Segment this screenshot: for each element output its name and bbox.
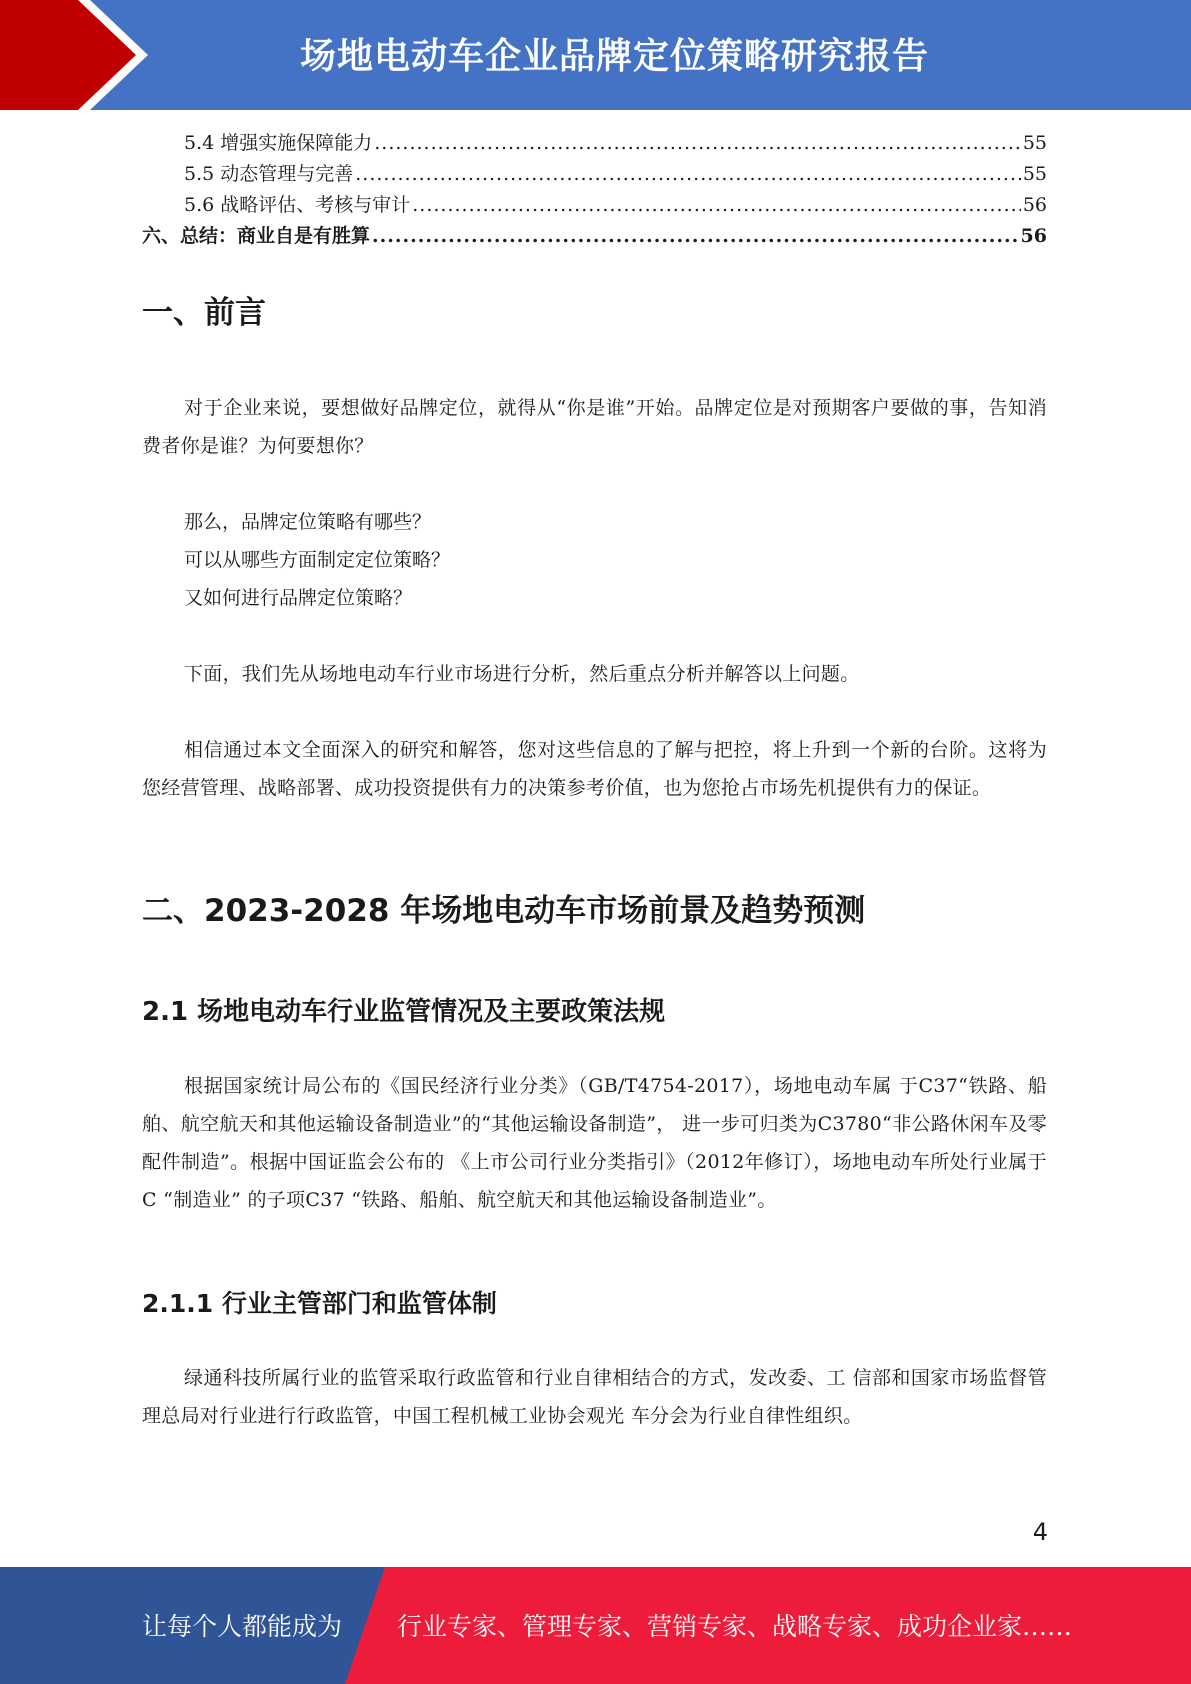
toc-entry-title: 5.4 增强实施保障能力 <box>184 132 373 154</box>
paragraph: 绿通科技所属行业的监管采取行政监管和行业自律相结合的方式，发改委、工 信部和国家市场监督管理总局对行业进行行政监管，中国工程机械工业协会观光 车分会为行业自律性组织。 <box>142 1367 1047 1427</box>
toc-leader-dots <box>374 128 1021 159</box>
toc-entry-title: 5.5 动态管理与完善 <box>184 163 354 185</box>
subsection-heading: 2.1 场地电动车行业监管情况及主要政策法规 <box>142 997 666 1027</box>
footer-slogan-left: 让每个人都能成为 <box>142 1612 343 1641</box>
table-of-contents <box>142 128 1047 252</box>
header-title: 场地电动车企业品牌定位策略研究报告 <box>300 36 930 77</box>
toc-leader-dots <box>355 159 1021 190</box>
toc-entry[interactable] <box>142 190 1047 221</box>
page-number: 4 <box>1032 1518 1048 1546</box>
toc-leader-dots <box>372 221 1019 252</box>
toc-entry-title: 5.6 战略评估、考核与审计 <box>184 194 411 216</box>
toc-leader-dots <box>412 190 1021 221</box>
subsubsection-heading-wrap <box>142 1289 1047 1319</box>
paragraph: 下面，我们先从场地电动车行业市场进行分析，然后重点分析并解答以上问题。 <box>184 663 860 685</box>
section-preface <box>142 295 1047 332</box>
section-market-outlook <box>142 893 1047 930</box>
toc-entry[interactable] <box>142 159 1047 190</box>
toc-entry[interactable] <box>142 221 1047 252</box>
paragraph: 根据国家统计局公布的《国民经济行业分类》（GB/T4754-2017），场地电动车属 于C37“铁路、船舶、航空航天和其他运输设备制造业”的“其他运输设备制造”， 进一步可归类为C3780“非公路休闲车及零配件制造”。根据中国证监会公布的 《上市公司行业分类指引》（2012年修订），场地电动车所处行业属于C “制造业” 的子项C37 “铁路、船舶、航空航天和其他运输设备制造业”。 <box>142 1075 1047 1211</box>
preface-body <box>142 731 1047 807</box>
toc-entry-title: 六、总结：商业自是有胜算 <box>142 225 371 247</box>
page-header <box>0 0 1191 110</box>
question-line: 可以从哪些方面制定定位策略？ <box>184 549 451 571</box>
paragraph: 对于企业来说，要想做好品牌定位，就得从“你是谁”开始。品牌定位是对预期客户要做的事，告知消费者你是谁？为何要想你？ <box>142 397 1047 457</box>
toc-entry-page: 56 <box>1020 225 1047 247</box>
question-line: 又如何进行品牌定位策略？ <box>184 587 413 609</box>
section-heading: 二、2023-2028 年场地电动车市场前景及趋势预测 <box>142 893 866 929</box>
preface-body <box>142 389 1047 465</box>
header-arrow-decoration <box>0 0 160 110</box>
preface-questions <box>142 503 1047 617</box>
subsubsection-body <box>142 1359 1047 1435</box>
toc-entry-page: 55 <box>1022 132 1047 154</box>
section-heading: 一、前言 <box>142 295 266 331</box>
preface-body <box>142 655 1047 693</box>
paragraph: 相信通过本文全面深入的研究和解答，您对这些信息的了解与把控，将上升到一个新的台阶。这将为您经营管理、战略部署、成功投资提供有力的决策参考价值，也为您抢占市场先机提供有力的保证。 <box>142 739 1047 799</box>
question-line: 那么，品牌定位策略有哪些？ <box>184 511 432 533</box>
page-footer <box>0 1567 1191 1684</box>
subsection-body <box>142 1067 1047 1219</box>
toc-entry[interactable] <box>142 128 1047 159</box>
footer-slogan-right: 行业专家、管理专家、营销专家、战略专家、成功企业家…… <box>397 1612 1073 1641</box>
subsubsection-heading: 2.1.1 行业主管部门和监管体制 <box>142 1289 497 1318</box>
toc-entry-page: 55 <box>1022 163 1047 185</box>
subsection-heading-wrap <box>142 997 1047 1028</box>
toc-entry-page: 56 <box>1022 194 1047 216</box>
